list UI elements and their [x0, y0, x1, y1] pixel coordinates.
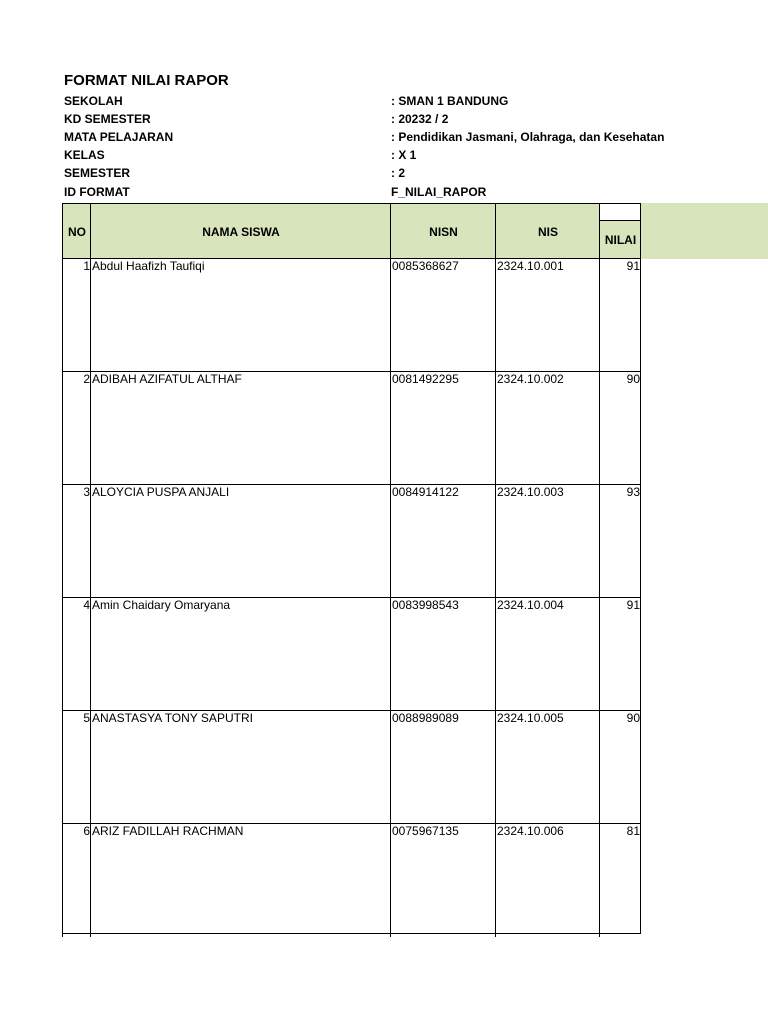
meta-row	[64, 164, 642, 182]
meta-value: F_NILAI_RAPOR	[391, 185, 487, 199]
cell-nilai: 90	[599, 710, 641, 824]
meta-label: ID FORMAT	[64, 185, 130, 199]
meta-row	[64, 128, 665, 146]
cell-no: 2	[62, 371, 91, 485]
meta-label: KELAS	[64, 148, 105, 162]
cell-nis: 2324.10.004	[495, 597, 600, 711]
cell-nis: 2324.10.006	[495, 823, 600, 937]
cell-no: 5	[62, 710, 91, 824]
header-nis: NIS	[495, 203, 600, 259]
cell-nilai: 93	[599, 484, 641, 598]
cell-nilai: 81	[599, 823, 641, 937]
meta-value: : X 1	[391, 148, 417, 162]
cell-nisn: 0085368627	[390, 258, 496, 372]
meta-label: SEKOLAH	[64, 94, 123, 108]
meta-value: : 20232 / 2	[391, 112, 449, 126]
header-no: NO	[62, 203, 91, 259]
meta-label: MATA PELAJARAN	[64, 130, 174, 144]
meta-label: SEMESTER	[64, 166, 131, 180]
header-nisn: NISN	[390, 203, 496, 259]
cell-nama-siswa: ADIBAH AZIFATUL ALTHAF	[90, 371, 391, 485]
table-bottom-border	[62, 933, 641, 934]
cell-nis: 2324.10.005	[495, 710, 600, 824]
header-group-cell	[599, 203, 641, 221]
page-title: FORMAT NILAI RAPOR	[64, 72, 229, 89]
meta-row	[64, 92, 642, 110]
cell-no: 6	[62, 823, 91, 937]
meta-value: : 2	[391, 166, 406, 180]
cell-nama-siswa: ANASTASYA TONY SAPUTRI	[90, 710, 391, 824]
header-fill-extension	[641, 203, 768, 259]
header-nama-siswa: NAMA SISWA	[90, 203, 391, 259]
cell-nisn: 0083998543	[390, 597, 496, 711]
cell-nama-siswa: ARIZ FADILLAH RACHMAN	[90, 823, 391, 937]
cell-nis: 2324.10.002	[495, 371, 600, 485]
meta-label: KD SEMESTER	[64, 112, 151, 126]
cell-no: 3	[62, 484, 91, 598]
cell-nisn: 0088989089	[390, 710, 496, 824]
cell-nama-siswa: ALOYCIA PUSPA ANJALI	[90, 484, 391, 598]
header-nilai: NILAI	[599, 220, 641, 259]
meta-row	[64, 146, 642, 164]
cell-nis: 2324.10.003	[495, 484, 600, 598]
meta-value: : SMAN 1 BANDUNG	[391, 94, 509, 108]
cell-no: 1	[62, 258, 91, 372]
cell-nilai: 90	[599, 371, 641, 485]
cell-nilai: 91	[599, 258, 641, 372]
meta-row	[64, 183, 642, 201]
cell-nisn: 0084914122	[390, 484, 496, 598]
cell-nis: 2324.10.001	[495, 258, 600, 372]
table-right-border	[640, 203, 641, 934]
meta-row	[64, 110, 642, 128]
cell-nilai: 91	[599, 597, 641, 711]
cell-nama-siswa: Amin Chaidary Omaryana	[90, 597, 391, 711]
cell-nama-siswa: Abdul Haafizh Taufiqi	[90, 258, 391, 372]
cell-nisn: 0075967135	[390, 823, 496, 937]
cell-no: 4	[62, 597, 91, 711]
cell-nisn: 0081492295	[390, 371, 496, 485]
meta-value: : Pendidikan Jasmani, Olahraga, dan Kesehatan	[391, 130, 665, 144]
